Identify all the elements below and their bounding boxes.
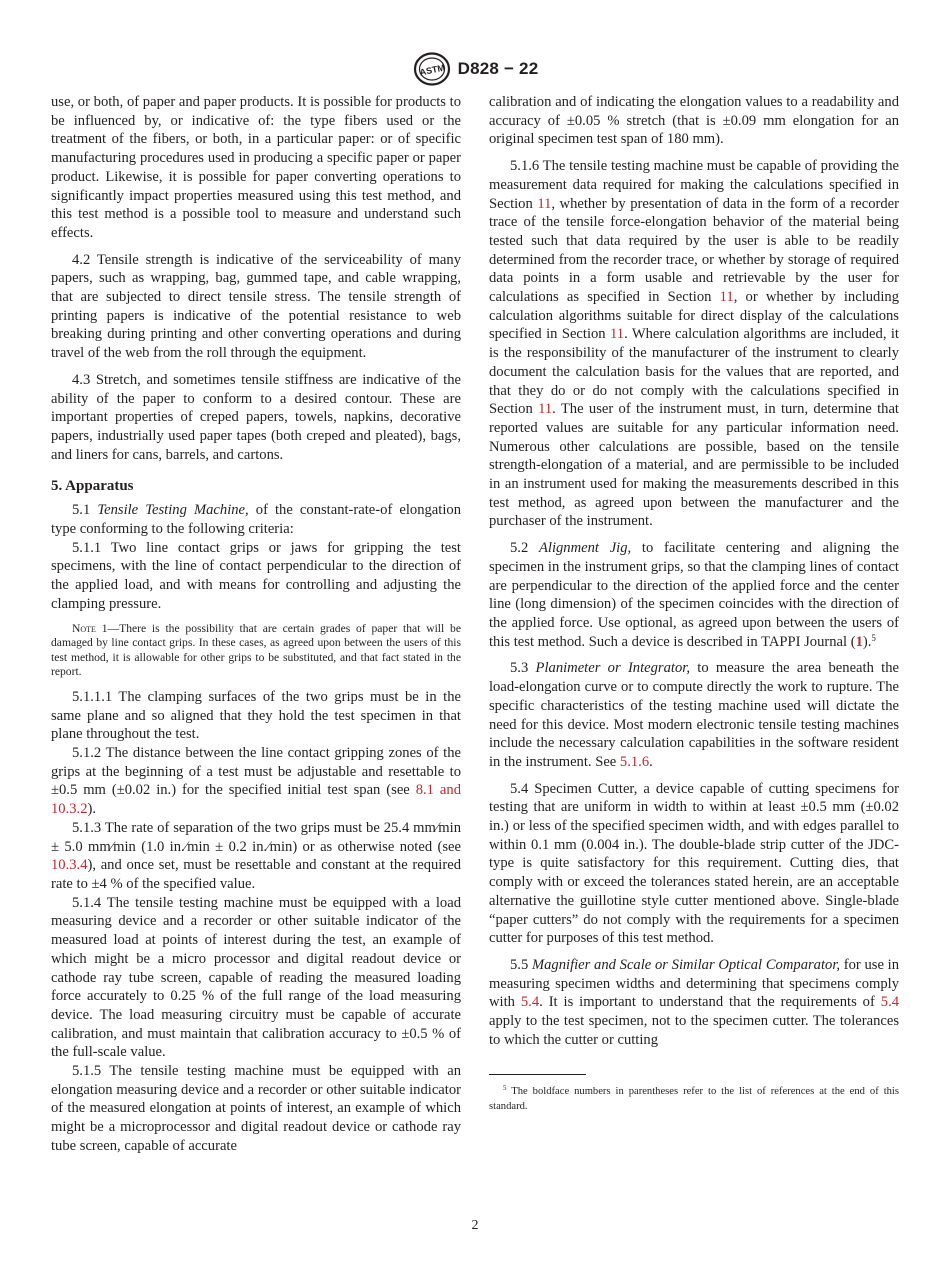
clause-text: 5.1.2 The distance between the line contact gripping zones of the grips at the beginning of a test must be adjustable and resettable to ±0.5 mm (±0.02 in.) for the specified initial test span (see <box>51 745 461 799</box>
page-number: 2 <box>471 1218 479 1233</box>
clause-text: . Where calculation algorithms are included, it is the responsibility of the manufacturer of the instrument to clearly document the calculation basis for the values that are reported, and that they do or do not comply with the calculations specified in Section <box>489 326 899 418</box>
page-header <box>0 52 950 86</box>
clause-text: 5.1.3 The rate of separation of the two grips must be 25.4 mm⁄min ± 5.0 mm⁄min (1.0 in.⁄min ± 0.2 in.⁄min) or as otherwise noted (see <box>51 819 461 855</box>
footnote-text: The boldface numbers in parentheses refer to the list of references at the end of this standard. <box>489 1086 899 1112</box>
footnote-marker: 5 <box>871 632 876 643</box>
paragraph-5-1-3 <box>51 819 461 894</box>
paragraph-5-1-6 <box>489 157 899 531</box>
clause-text: , or whether by including calculation algorithms suitable for direct display of the calculations specified in Section <box>489 289 899 343</box>
cross-reference-link[interactable]: 8.1 and 10.3.2 <box>51 782 461 818</box>
clause-text: of the constant-rate-of elongation type conforming to the following criteria: <box>51 502 461 538</box>
clause-text: , whether by presentation of data in the form of a recorder trace of the tensile force-elongation behavior of the material being tested such that data required by the user is able to be readily determined from the recorder trace, or whether by storage of required data points in a form usable and retrievable by the user for calculations as specified in Section <box>489 195 899 306</box>
clause-text: . It is important to understand that the requirements of <box>539 994 881 1011</box>
clause-number: 5.5 <box>510 956 529 973</box>
footnote-divider <box>489 1074 586 1075</box>
clause-title: Alignment Jig, <box>538 540 632 557</box>
section-heading-apparatus: 5. Apparatus <box>51 478 134 495</box>
clause-text: for use in measuring specimen widths and determining that specimens comply with <box>489 956 899 1011</box>
right-column <box>489 93 899 1114</box>
note-label: Note 1 <box>72 621 108 635</box>
astm-logo-icon <box>412 52 452 86</box>
paragraph-4-3: 4.3 Stretch, and sometimes tensile stiffness are indicative of the ability of the paper to conform to a desired contour. These are important properties of creped papers, towels, napkins, decorative papers, industrially used paper tapes (both creped and pleated), bags, and liners for cans, barrels, and cartons. <box>51 371 461 463</box>
paragraph-5-5 <box>489 956 899 1050</box>
reference-link[interactable]: 1 <box>855 633 863 650</box>
clause-text: . The user of the instrument must, in turn, determine that reported values are suitable for any particular information need. Numerous other calculations are possible, based on the tensile strength-elongation of a material, and are permissible to be included in an instrument used for making the measurements described in this test method, as agreed upon between the manufacturer and the purchaser of the instrument. <box>489 401 899 530</box>
clause-text: to measure the area beneath the load-elongation curve or to compute directly the work to rupture. The specific characteristics of the testing machine used will dictate the need for this device. Most modern electronic tensile testing machines include the necessary calculation capabilities in the software resident in the instrument. See <box>489 660 899 770</box>
paragraph-intro-continuation: use, or both, of paper and paper products. It is possible for products to be influenced by, or indicative of: the type fibers used or the treatment of the fibers, or both, in a particular paper: or of specific manufacturing procedures used in producing a specific paper or paper product. Likewise, it is possible for paper converting operations to significantly impact properties measured using this test method, and this test method is a possible tool to measure and understand such effects. <box>51 94 461 241</box>
clause-text: ). <box>862 633 872 650</box>
clause-number: 5.3 <box>510 660 529 677</box>
section-11-link[interactable]: 11 <box>719 289 734 306</box>
clause-title: Planimeter or Integrator, <box>535 660 690 677</box>
paragraph-5-1-5: 5.1.5 The tensile testing machine must be equipped with an elongation measuring device and a recorder or other suitable indicator of the measured elongation at points of interest, an example of which might be a microprocessor and digital readout device or cathode ray tube screen, capable of accurate <box>51 1063 461 1154</box>
cross-reference-link[interactable]: 5.1.6 <box>619 753 650 770</box>
section-11-link[interactable]: 11 <box>537 195 552 212</box>
footnote-5 <box>489 1085 899 1114</box>
clause-text: to facilitate centering and aligning the specimen in the instrument grips, so that the clamping lines of contact are perpendicular to the direction of the applied force and the center line (long dimension) of the specimen coincides with the direction of the applied force. Use optional, as agreed upon between the users of this test method. Such a device is described in TAPPI Journal ( <box>489 540 899 650</box>
clause-text: apply to the test specimen, not to the specimen cutter. The tolerances to which the cutter or cutting <box>489 1013 899 1048</box>
clause-text: . <box>649 753 653 770</box>
paragraph-5-2 <box>489 539 899 651</box>
clause-text: ), and once set, must be resettable and constant at the required rate to ±4 % of the specified value. <box>51 857 461 892</box>
cross-reference-link[interactable]: 10.3.4 <box>51 857 88 874</box>
clause-title: Magnifier and Scale or Similar Optical Comparator, <box>531 956 841 973</box>
paragraph-5-1-4: 5.1.4 The tensile testing machine must be equipped with a load measuring device and a recorder or other suitable indicator of the measured load at points of interest during the test, an example of which might be a micro processor and digital readout device or cathode ray tube screen, capable of reading the measured loading force accurately to 0.25 % of the full range of the load measuring device. The load measuring circuitry must be capable of accurate calibration, and must maintain that calibration accuracy to ±0.5 % of the full-scale value. <box>51 894 461 1061</box>
document-designation: D828 − 22 <box>457 59 539 78</box>
note-text: —There is the possibility that are certain grades of paper that will be damaged by line contact grips. In these cases, as agreed upon between the users of this test method, it is allowable for other grips to be substituted, and that fact stated in the report. <box>51 621 461 679</box>
clause-title: Tensile Testing Machine, <box>97 502 249 519</box>
left-column <box>51 93 461 1156</box>
cross-reference-link[interactable]: 5.4 <box>520 994 540 1011</box>
paragraph-5-1-5-continuation: calibration and of indicating the elongation values to a readability and accuracy of ±0.05 % stretch (that is ±0.09 mm elongation for an original specimen test span of 180 mm). <box>489 94 899 148</box>
clause-number: 5.1 <box>72 502 91 519</box>
paragraph-4-2: 4.2 Tensile strength is indicative of the serviceability of many papers, such as wrapping, bag, gummed tape, and cable wrapping, that are subjected to direct tensile stress. The tensile strength of printing papers is indicative of the potential resistance to web breaking during printing and other converting operations and during travel of the web from the roll through the equipment. <box>51 251 461 362</box>
clause-number: 5.2 <box>510 540 529 557</box>
cross-reference-link[interactable]: 5.4 <box>880 994 900 1011</box>
clause-text: 5.1.6 The tensile testing machine must be capable of providing the measurement data required for making the calculations specified in Section <box>489 158 899 212</box>
paragraph-5-1-1: 5.1.1 Two line contact grips or jaws for gripping the test specimens, with the line of contact perpendicular to the direction of the applied load, and with means for controlling and adjusting the clamping pressure. <box>51 539 461 612</box>
section-11-link[interactable]: 11 <box>538 401 553 418</box>
paragraph-5-1 <box>51 501 461 538</box>
paragraph-5-1-2 <box>51 744 461 819</box>
footnote-number: 5 <box>503 1084 507 1093</box>
note-1 <box>51 622 461 680</box>
section-11-link[interactable]: 11 <box>610 326 625 343</box>
logo-text: ASTM <box>418 62 446 78</box>
paragraph-5-1-1-1: 5.1.1.1 The clamping surfaces of the two grips must be in the same plane and so aligned that they hold the test specimen in that plane throughout the test. <box>51 688 461 743</box>
paragraph-5-4: 5.4 Specimen Cutter, a device capable of cutting specimens for testing that are uniform in width to within at least ±0.5 mm (±0.02 in.) or less of the specified specimen width, and with edges parallel to within 0.1 mm (0.004 in.). The double-blade strip cutter of the JDC-type is quite satisfactory for this requirement. Cutting dies, that comply with or exceed the tolerances stated herein, are an acceptable alternative the guillotine style cutter mentioned above. Single-blade “paper cutters” do not comply with the requirements for a specimen cutter for purposes of this test method. <box>489 780 899 947</box>
clause-text: ). <box>87 801 96 818</box>
paragraph-5-3 <box>489 659 899 771</box>
